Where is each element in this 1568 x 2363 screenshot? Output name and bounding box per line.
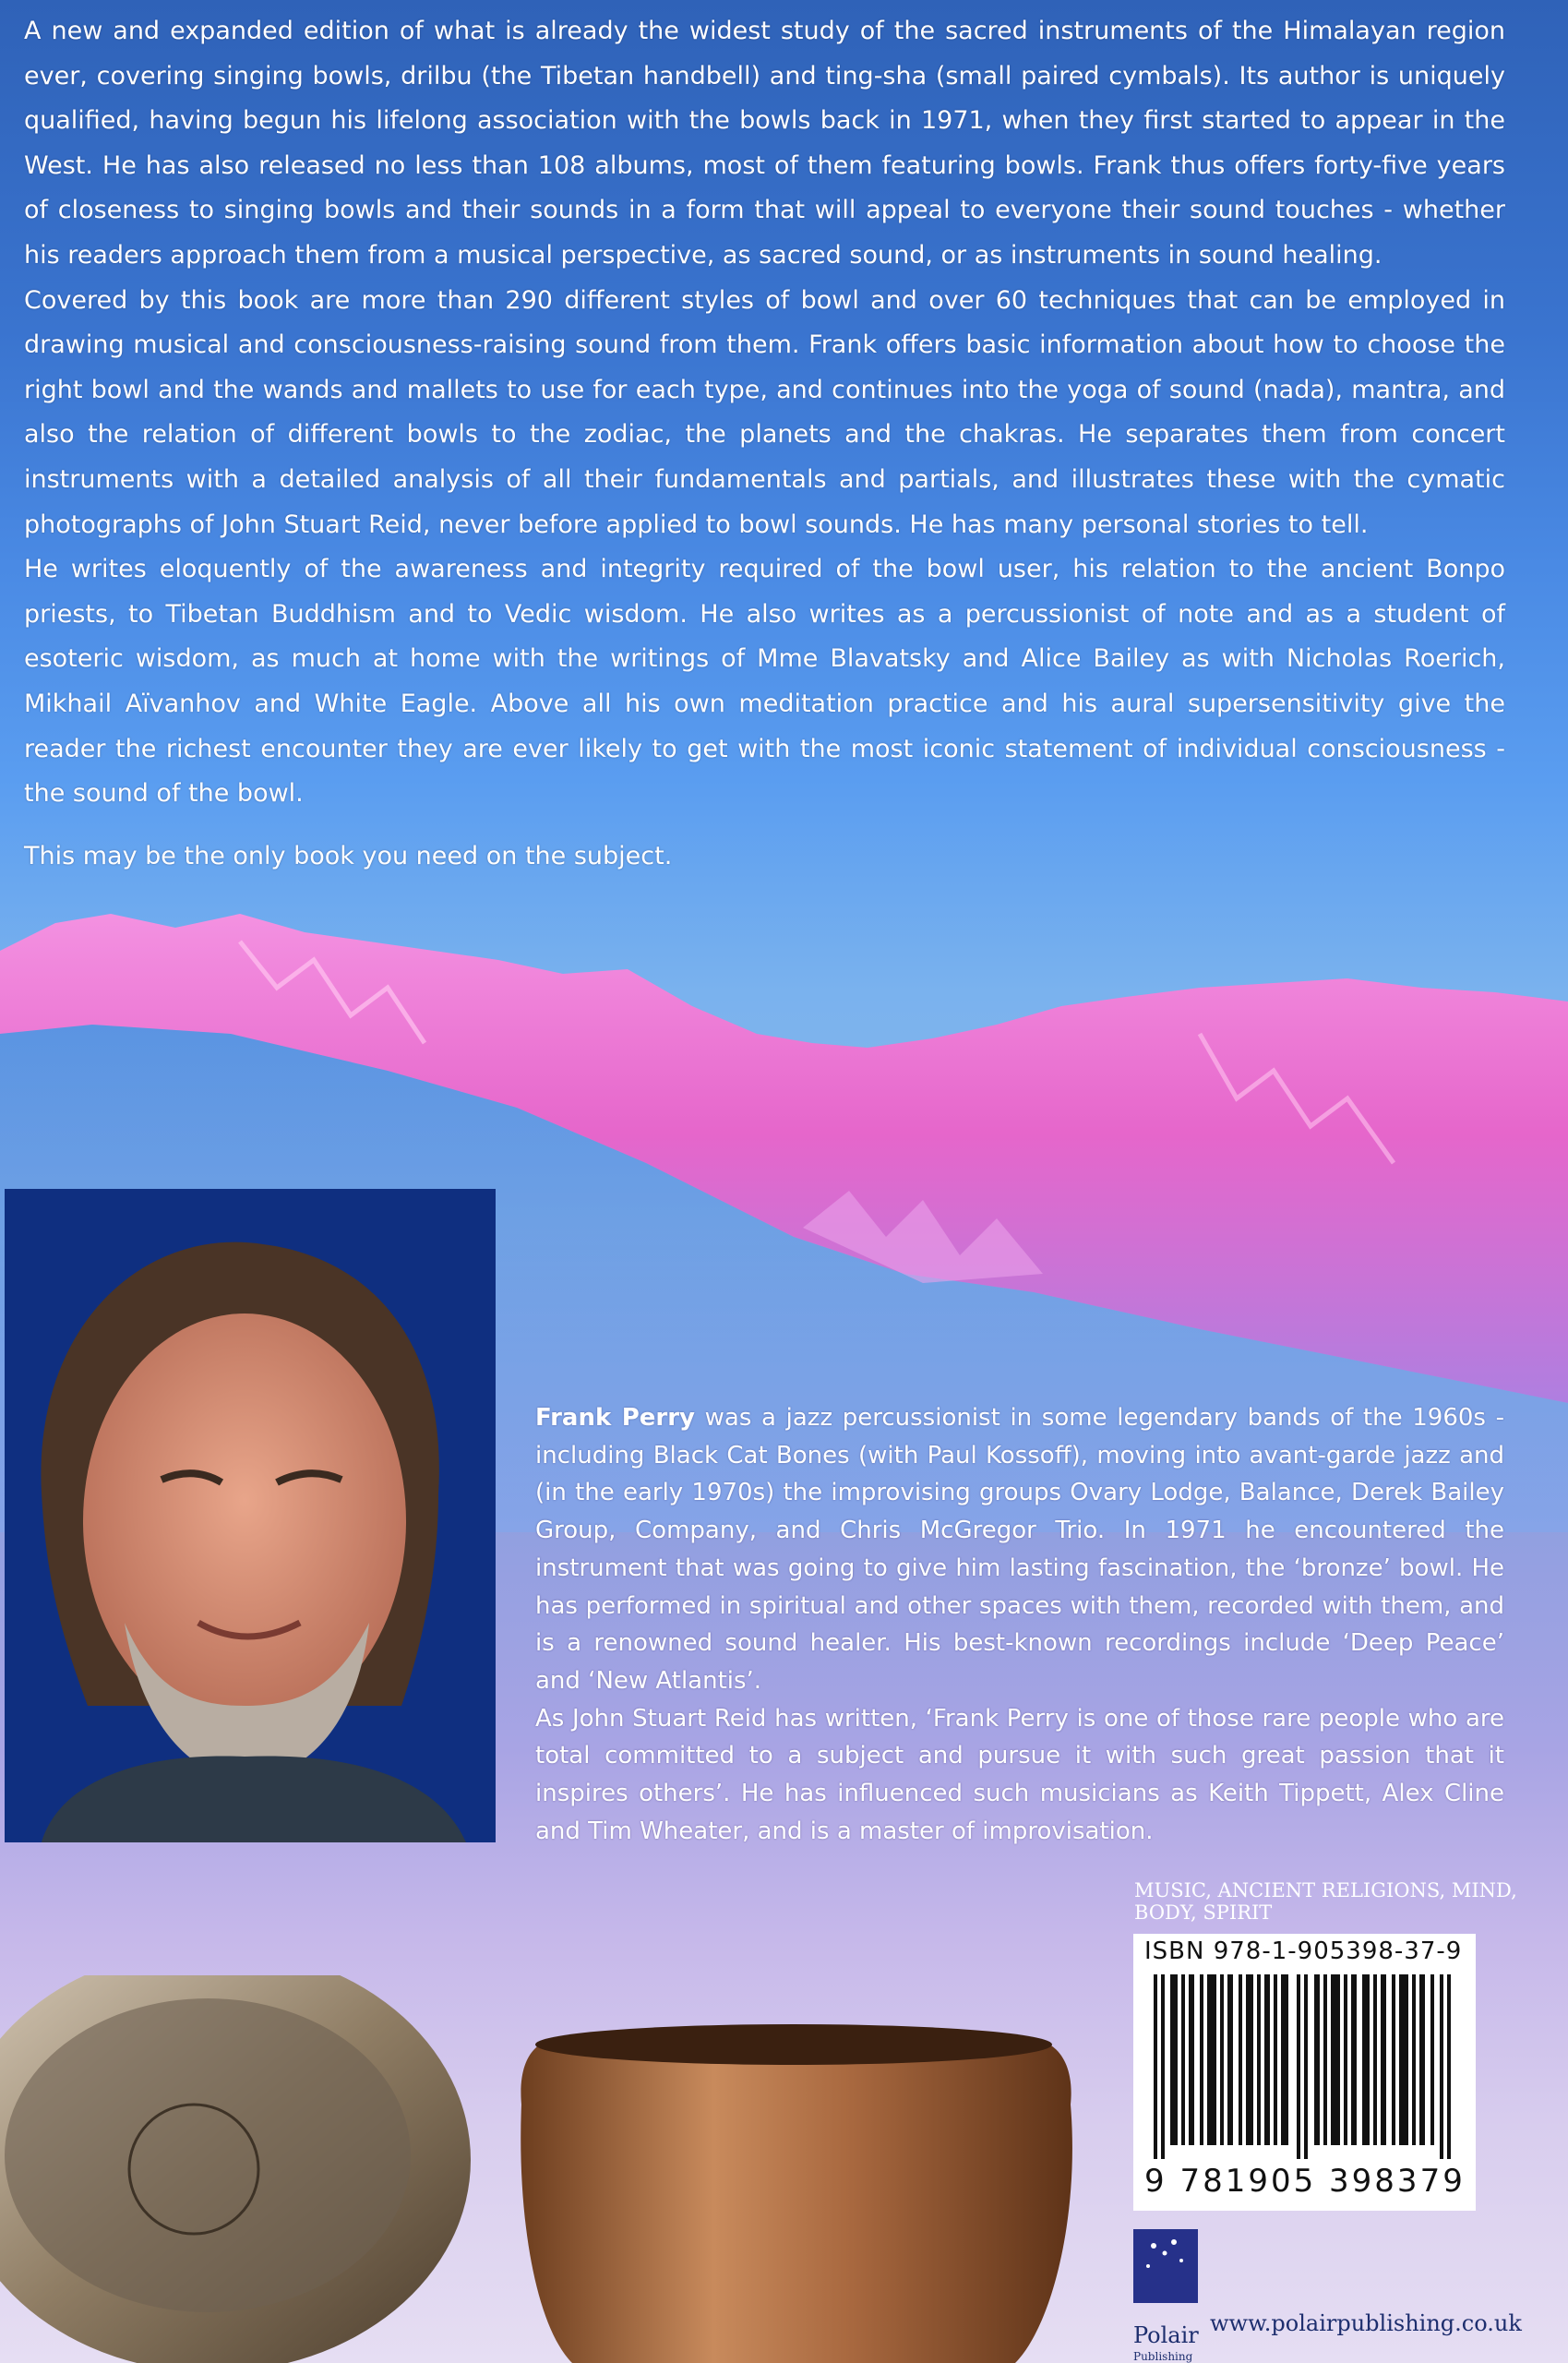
publisher-name: Polair [1133,2322,1199,2348]
bio-paragraph [535,1399,1504,1700]
blurb-paragraph: A new and expanded edition of what is already the widest study of the sacred instruments of the Himalayan region ever, covering singing bowls, drilbu (the Tibetan handbell) and ting-sha (small paired cymbals). Its author is uniquely qualified, having begun his lifelong association with the bowls back in 1971, when they first started to appear in the West. He has also released no less than 108 albums, most of them featuring bowls. Frank thus offers forty-five years of closeness to singing bowls and their sounds in a form that will appeal to everyone their sound touches - whether his readers approach them from a musical perspective, as sacred sound, or as instruments in sound healing. [24,17,1505,270]
blurb-paragraph: Covered by this book are more than 290 different styles of bowl and over 60 techniques that can be employed in drawing musical and consciousness-raising sound from them. Frank offers basic information about how to choose the right bowl and the wands and mallets to use for each type, and continues into the yoga of sound (nada), mantra, and also the relation of different bowls to the zodiac, the planets and the chakras. He separates them from concert instruments with a detailed analysis of all their fundamentals and partials, and illustrates these with the cymatic photographs of John Stuart Reid, never before applied to bowl sounds. He has many personal stories to tell. [24,285,1505,539]
author-name: Frank Perry [535,1404,695,1432]
barcode-number: 9 781905 398379 [1144,2163,1466,2200]
bio-paragraph: As John Stuart Reid has written, ‘Frank Perry is one of those rare people who are total committed to a subject and pursue it with such great passion that it inspires others’. He has influenced such musicians as Keith Tippett, Alex Cline and Tim Wheater, and is a master of improvisation. [535,1704,1504,1845]
blurb-paragraph: He writes eloquently of the awareness and integrity required of the bowl user, his relation to the ancient Bonpo priests, to Tibetan Buddhism and to Vedic wisdom. He also writes as a percussionist of note and as a student of esoteric wisdom, as much at home with the writings of Mme Blavatsky and Alice Bailey as with Nicholas Roerich, Mikhail Aïvanhov and White Eagle. Above all his own meditation practice and his aural supersensitivity give the reader the richest encounter they are ever likely to get with the most iconic statement of individual consciousness - the sound of the bowl. [24,555,1505,809]
publisher-sub: Publishing [1133,2350,1193,2363]
publisher-url: www.polairpublishing.co.uk [1210,2310,1522,2336]
book-description [24,9,1505,817]
isbn-barcode [1133,1934,1476,2211]
isbn-label: ISBN 978-1-905398-37-9 [1144,1937,1463,1965]
polair-logo-icon [1133,2229,1198,2333]
author-photo [5,1189,496,1842]
barcode-bars [1154,1974,1458,2159]
author-bio [535,1399,1504,1850]
tagline: This may be the only book you need on the subject. [24,842,673,870]
book-category: MUSIC, ANCIENT RELIGIONS, MIND, BODY, SPIRIT [1134,1879,1517,1924]
bio-text: was a jazz percussionist in some legendary bands of the 1960s - including Black Cat Bones (with Paul Kossoff), moving into avant-garde jazz and (in the early 1970s) the improvising groups Ovary Lodge, Balance, Derek Bailey Group, Company, and Chris McGregor Trio. In 1971 he encountered the instrument that was going to give him lasting fascination, the ‘bronze’ bowl. He has performed in spiritual and other spaces with them, recorded with them, and is a renowned sound healer. His best-known recordings include ‘Deep Peace’ and ‘New Atlantis’. [535,1404,1504,1695]
singing-bowls-image [0,1975,1089,2363]
